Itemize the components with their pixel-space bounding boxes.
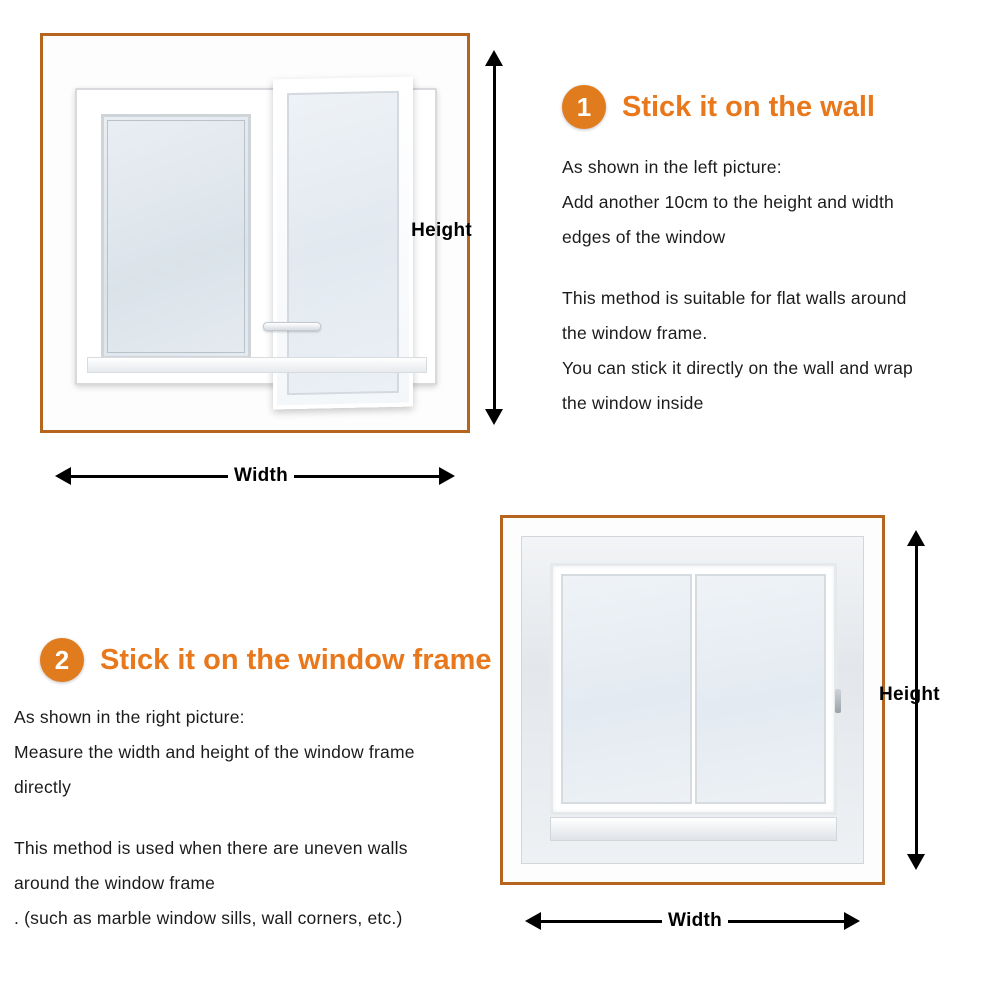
step2-line-4: This method is used when there are uneven walls bbox=[14, 838, 408, 858]
height-arrow-step1 bbox=[481, 50, 507, 425]
spacer bbox=[14, 805, 504, 831]
casement-window-photo bbox=[40, 33, 470, 433]
step1-line-1: As shown in the left picture: bbox=[562, 157, 782, 177]
step-badge-1: 1 bbox=[562, 85, 606, 129]
window-lock-icon bbox=[835, 689, 841, 713]
step1-line-2: Add another 10cm to the height and width bbox=[562, 192, 894, 212]
step-title-2: Stick it on the window frame bbox=[100, 644, 492, 676]
step2-line-3: directly bbox=[14, 777, 72, 797]
arrow-head-down-icon bbox=[485, 409, 503, 425]
step2-line-5: around the window frame bbox=[14, 873, 216, 893]
window-open-sash-glass bbox=[287, 91, 399, 395]
step2-line-1: As shown in the right picture: bbox=[14, 707, 245, 727]
window-bottom-track bbox=[550, 817, 837, 841]
width-label-step1: Width bbox=[228, 465, 294, 487]
window-pane-left bbox=[561, 574, 692, 804]
step1-body bbox=[562, 150, 992, 421]
width-label-step2: Width bbox=[662, 910, 728, 932]
step2-body bbox=[14, 700, 504, 936]
height-label-step2: Height bbox=[879, 684, 940, 705]
window-metal-frame bbox=[521, 536, 864, 864]
arrow-head-right-icon bbox=[439, 467, 455, 485]
step2-line-6: . (such as marble window sills, wall corners, etc.) bbox=[14, 908, 403, 928]
arrow-head-down-icon bbox=[907, 854, 925, 870]
step2-line-2: Measure the width and height of the window frame bbox=[14, 742, 415, 762]
step1-line-7: the window inside bbox=[562, 393, 704, 413]
window-handle-icon bbox=[263, 322, 321, 331]
step1-line-4: This method is suitable for flat walls around bbox=[562, 288, 907, 308]
step-badge-2: 2 bbox=[40, 638, 84, 682]
height-label-step1: Height bbox=[411, 220, 472, 241]
step-title-1: Stick it on the wall bbox=[622, 91, 875, 123]
window-sill bbox=[87, 357, 427, 373]
step1-line-3: edges of the window bbox=[562, 227, 726, 247]
sliding-window-photo bbox=[500, 515, 885, 885]
arrow-shaft bbox=[493, 62, 496, 413]
spacer bbox=[562, 255, 992, 281]
step1-line-5: the window frame. bbox=[562, 323, 708, 343]
window-fixed-pane bbox=[101, 114, 251, 359]
arrow-head-right-icon bbox=[844, 912, 860, 930]
window-inner-frame bbox=[550, 563, 837, 815]
window-pane-right bbox=[695, 574, 826, 804]
window-outer-frame bbox=[75, 88, 437, 385]
step1-line-6: You can stick it directly on the wall and wrap bbox=[562, 358, 913, 378]
